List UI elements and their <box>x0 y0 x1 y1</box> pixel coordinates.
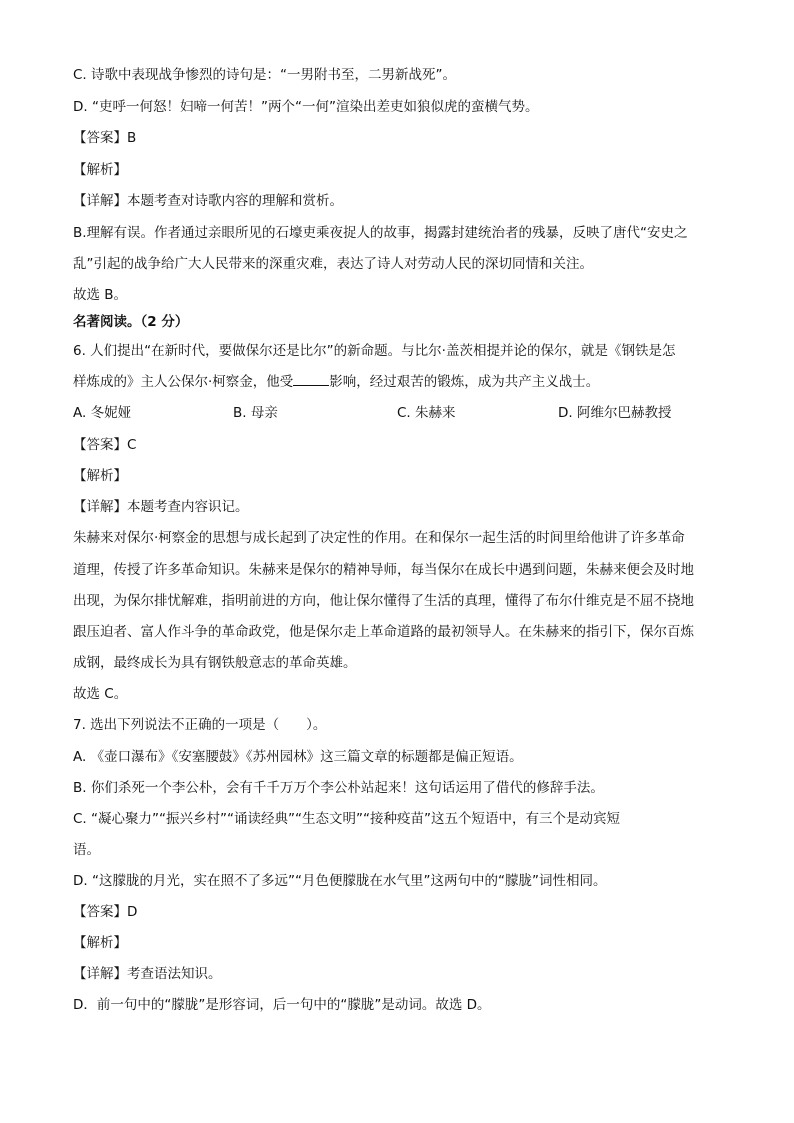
q6-analysis-label: 【解析】 <box>73 468 127 484</box>
answer-blank <box>293 373 329 386</box>
q7-detail: 【详解】考查语法知识。 <box>73 966 222 982</box>
q7-option-a: A. 《壶口瀑布》《安塞腰鼓》《苏州园林》这三篇文章的标题都是偏正短语。 <box>73 749 523 765</box>
q5-option-d: D. “吏呼一何怒！妇啼一何苦！”两个“一何”渲染出差吏如狼似虎的蛮横气势。 <box>73 99 539 115</box>
q7-option-d: D. “这朦胧的月光，实在照不了多远”“月色便朦胧在水气里”这两句中的“朦胧”词性相同。 <box>73 873 607 889</box>
section-heading: 名著阅读。（2 分） <box>73 314 189 330</box>
q5-detail: 【详解】本题考查对诗歌内容的理解和赏析。 <box>73 193 343 209</box>
q6-explanation-line-5: 成钢，最终成长为具有钢铁般意志的革命英雄。 <box>73 655 357 671</box>
q6-explanation-line-3: 出现，为保尔排忧解难，指明前进的方向，他让保尔懂得了生活的真理，懂得了布尔什维克是不屈不挠地 <box>73 593 694 609</box>
q7-option-c-line-2: 语。 <box>73 842 100 858</box>
q6-option-c: C. 朱赫来 <box>397 405 456 421</box>
q5-explanation-line-1: B.理解有误。作者通过亲眼所见的石壕吏乘夜捉人的故事，揭露封建统治者的残暴，反映了唐代“安史之 <box>73 225 688 241</box>
q7-explanation: D．前一句中的“朦胧”是形容词，后一句中的“朦胧”是动词。故选 D。 <box>73 997 491 1013</box>
q6-explanation-line-2: 道理，传授了许多革命知识。朱赫来是保尔的精神导师，每当保尔在成长中遇到问题，朱赫来便会及时地 <box>73 562 694 578</box>
q7-option-c-line-1: C. “凝心聚力”“振兴乡村”“诵读经典”“生态文明”“接种疫苗”这五个短语中，有三个是动宾短 <box>73 811 620 827</box>
q6-stem-line-2 <box>73 373 723 391</box>
q6-explanation-line-4: 跟压迫者、富人作斗争的革命政党，他是保尔走上革命道路的最初领导人。在朱赫来的指引下，保尔百炼 <box>73 624 694 640</box>
q5-option-c: C. 诗歌中表现战争惨烈的诗句是：“一男附书至，二男新战死”。 <box>73 67 456 83</box>
q7-answer: 【答案】D <box>73 904 138 920</box>
q6-stem-part-2: 影响，经过艰苦的锻炼，成为共产主义战士。 <box>329 374 600 390</box>
q6-answer: 【答案】C <box>73 437 137 453</box>
q6-option-d: D. 阿维尔巴赫教授 <box>558 405 672 421</box>
q5-conclusion: 故选 B。 <box>73 287 128 303</box>
q6-stem-part-1: 样炼成的》主人公保尔·柯察金，他受 <box>73 374 294 390</box>
q5-answer: 【答案】B <box>73 130 137 146</box>
q7-analysis-label: 【解析】 <box>73 935 127 951</box>
q6-option-b: B. 母亲 <box>233 405 278 421</box>
q7-option-b: B. 你们杀死一个李公朴，会有千千万万个李公朴站起来！这句话运用了借代的修辞手法。 <box>73 780 604 796</box>
q6-conclusion: 故选 C。 <box>73 686 128 702</box>
q7-stem: 7. 选出下列说法不正确的一项是（ ）。 <box>73 717 327 733</box>
q6-detail: 【详解】本题考查内容识记。 <box>73 499 249 515</box>
q6-option-a: A. 冬妮娅 <box>73 405 132 421</box>
q5-analysis-label: 【解析】 <box>73 162 127 178</box>
q6-stem-line-1: 6. 人们提出“在新时代，要做保尔还是比尔”的新命题。与比尔·盖茨相提并论的保尔，就是《钢铁是怎 <box>73 343 676 359</box>
q5-explanation-line-2: 乱”引起的战争给广大人民带来的深重灾难，表达了诗人对劳动人民的深切同情和关注。 <box>73 256 593 272</box>
q6-explanation-line-1: 朱赫来对保尔·柯察金的思想与成长起到了决定性的作用。在和保尔一起生活的时间里给他讲了许多革命 <box>73 530 685 546</box>
